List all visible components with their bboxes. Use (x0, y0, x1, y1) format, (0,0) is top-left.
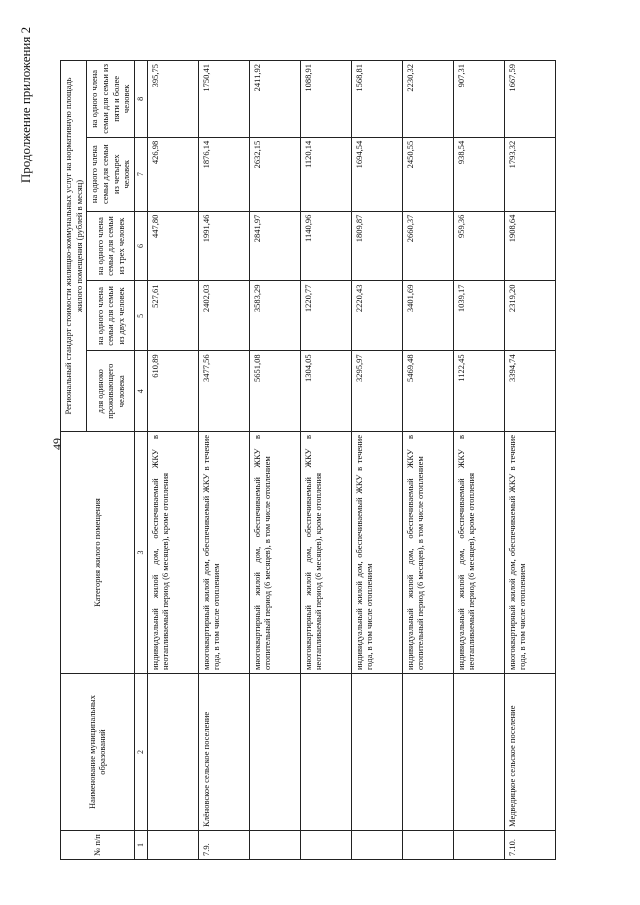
row-value: 395,75 (147, 61, 198, 138)
row-value: 3477,56 (198, 351, 249, 432)
row-value: 1694,54 (351, 137, 402, 211)
row-municipality (351, 674, 402, 831)
col-number: 4 (134, 351, 147, 432)
header-sub-5: на одного члена семьи для семьи из пяти и более человек (87, 61, 135, 138)
row-value: 1120,14 (300, 137, 351, 211)
row-value: 1039,17 (453, 281, 504, 351)
table-row (351, 61, 402, 860)
header-no: № п/п (61, 831, 135, 860)
row-value: 1876,14 (198, 137, 249, 211)
row-municipality: Клёновское сельское поселение (198, 674, 249, 831)
row-municipality (453, 674, 504, 831)
col-number: 3 (134, 432, 147, 674)
col-number: 1 (134, 831, 147, 860)
row-value: 1908,64 (504, 211, 555, 281)
row-value: 1809,87 (351, 211, 402, 281)
row-value: 5651,08 (249, 351, 300, 432)
row-value: 426,98 (147, 137, 198, 211)
row-value: 2841,97 (249, 211, 300, 281)
row-municipality: Медведицкое сельское поселение (504, 674, 555, 831)
header-sub-2: на одного члена семьи для семьи из двух человек (87, 281, 135, 351)
row-category: индивидуальный жилой дом, обеспечиваемый ЖКУ в неотапливаемый период (6 месяцев), кроме отопления (147, 432, 198, 674)
col-number: 5 (134, 281, 147, 351)
row-value: 1220,77 (300, 281, 351, 351)
row-value: 3394,74 (504, 351, 555, 432)
page-number: 49 (50, 438, 64, 450)
row-value: 1122,45 (453, 351, 504, 432)
row-value: 1667,59 (504, 61, 555, 138)
row-value: 2230,32 (402, 61, 453, 138)
table-row (504, 61, 555, 860)
row-value: 3401,69 (402, 281, 453, 351)
row-value: 3295,97 (351, 351, 402, 432)
row-no (300, 831, 351, 860)
row-municipality (300, 674, 351, 831)
row-value: 1088,91 (300, 61, 351, 138)
row-category: многоквартирный жилой дом, обеспечиваемый ЖКУ в отопительный период (6 месяцев), в том числе отоплением (249, 432, 300, 674)
row-no (402, 831, 453, 860)
row-value: 2220,43 (351, 281, 402, 351)
table-row (147, 61, 198, 860)
header-municipality: Наименование муниципальных образований (61, 674, 135, 831)
row-value: 527,61 (147, 281, 198, 351)
row-category: индивидуальный жилой дом, обеспечиваемый ЖКУ в отопительный период (6 месяцев), в том числе отоплением (402, 432, 453, 674)
row-no (147, 831, 198, 860)
header-category: Категория жилого помещения (61, 432, 135, 674)
row-value: 938,54 (453, 137, 504, 211)
row-value: 1304,05 (300, 351, 351, 432)
col-number: 2 (134, 674, 147, 831)
header-sub-1: для одиноко проживающего человека (87, 351, 135, 432)
row-value: 447,80 (147, 211, 198, 281)
row-value: 1568,81 (351, 61, 402, 138)
header-sub-3: на одного члена семьи для семьи из трех человек (87, 211, 135, 281)
row-value: 1750,41 (198, 61, 249, 138)
row-value: 2450,55 (402, 137, 453, 211)
row-value: 5469,48 (402, 351, 453, 432)
row-value: 907,31 (453, 61, 504, 138)
row-no: 7.10. (504, 831, 555, 860)
row-value: 959,36 (453, 211, 504, 281)
row-value: 610,89 (147, 351, 198, 432)
row-value: 2660,37 (402, 211, 453, 281)
appendix-note: Продолжение приложения 2 (18, 26, 33, 184)
row-value: 2319,20 (504, 281, 555, 351)
col-number: 6 (134, 211, 147, 281)
header-sub-4: на одного члена семьи для семьи из четырех человек (87, 137, 135, 211)
table-row (249, 61, 300, 860)
row-value: 1793,32 (504, 137, 555, 211)
row-no (351, 831, 402, 860)
row-category: многоквартирный жилой дом, обеспечиваемый ЖКУ в неотапливаемый период (6 месяцев), кроме отопления (300, 432, 351, 674)
row-municipality (249, 674, 300, 831)
row-no (453, 831, 504, 860)
table-row (453, 61, 504, 860)
col-number: 7 (134, 137, 147, 211)
row-value: 2402,03 (198, 281, 249, 351)
table-row (402, 61, 453, 860)
row-value: 2632,15 (249, 137, 300, 211)
row-category: многоквартирный жилой дом, обеспечиваемый ЖКУ в течение года, в том числе отоплением (198, 432, 249, 674)
table-sheet (60, 60, 630, 860)
header-standard: Региональный стандарт стоимости жилищно-коммунальных услуг на нормативную площадь жилого помещения (рублей в месяц) (61, 61, 87, 432)
table-row (198, 61, 249, 860)
row-value: 3583,29 (249, 281, 300, 351)
row-municipality (147, 674, 198, 831)
row-municipality (402, 674, 453, 831)
row-category: индивидуальный жилой дом, обеспечиваемый ЖКУ в течение года, в том числе отоплением (351, 432, 402, 674)
col-number: 8 (134, 61, 147, 138)
housing-cost-table (60, 60, 556, 860)
row-value: 1991,46 (198, 211, 249, 281)
row-no: 7.9. (198, 831, 249, 860)
row-category: многоквартирный жилой дом, обеспечиваемый ЖКУ в течение года, в том числе отоплением (504, 432, 555, 674)
row-value: 1140,96 (300, 211, 351, 281)
row-value: 2411,92 (249, 61, 300, 138)
row-category: индивидуальный жилой дом, обеспечиваемый ЖКУ в неотапливаемый период (6 месяцев), кроме отопления (453, 432, 504, 674)
table-row (300, 61, 351, 860)
row-no (249, 831, 300, 860)
